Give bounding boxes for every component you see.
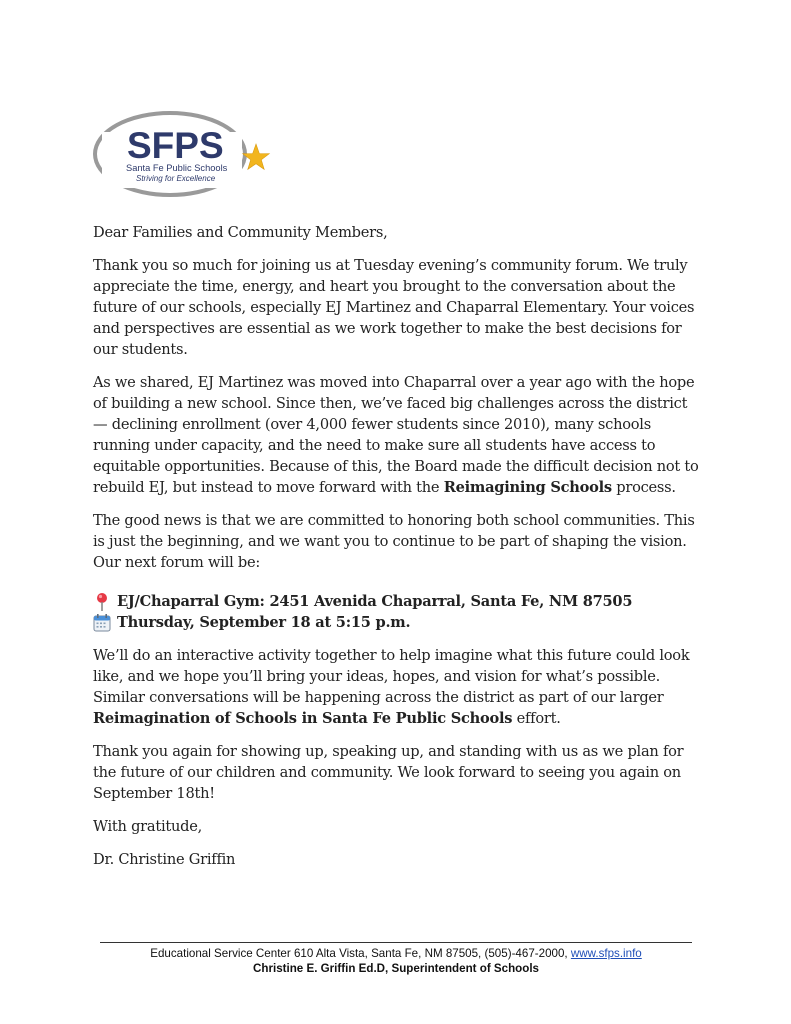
event-date-line <box>93 612 703 633</box>
footer-address: Educational Service Center 610 Alta Vista, Santa Fe, NM 87505, (505)-467-2000, <box>150 947 571 960</box>
website-link[interactable]: www.sfps.info <box>570 947 642 960</box>
logo-acronym: SFPS <box>127 125 224 166</box>
star-icon <box>243 144 270 169</box>
footer-superintendent: Christine E. Griffin Ed.D, Superintendent of Schools <box>253 962 539 975</box>
footer-divider <box>100 942 692 943</box>
paragraph-3: The good news is that we are committed to honoring both school communities. This is just the beginning, and we want you to continue to be part of shaping the vision. Our next forum will be: <box>93 512 695 571</box>
logo-name: Santa Fe Public Schools <box>126 163 228 173</box>
event-location-line <box>93 591 703 612</box>
closing: With gratitude, <box>93 818 202 835</box>
letter-body <box>93 222 703 882</box>
footer-address-line <box>100 946 692 961</box>
event-date: Thursday, September 18 at 5:15 p.m. <box>117 614 411 631</box>
logo-tagline: Striving for Excellence <box>136 174 216 183</box>
event-details <box>93 585 703 633</box>
sfps-logo-graphic <box>90 108 275 204</box>
pin-icon <box>93 592 111 612</box>
paragraph-5: Thank you again for showing up, speaking up, and standing with us as we plan for the future of our children and community. We look forward to seeing you again on September 18th! <box>93 743 684 802</box>
event-location: EJ/Chaparral Gym: 2451 Avenida Chaparral, Santa Fe, NM 87505 <box>117 593 633 610</box>
sfps-logo <box>90 108 275 204</box>
salutation: Dear Families and Community Members, <box>93 224 388 241</box>
paragraph-2: As we shared, EJ Martinez was moved into Chaparral over a year ago with the hope of building a new school. Since then, we’ve faced big challenges across the district — declining enrollment (over 4,000 fewer students since 2010), many schools running under capacity, and the need to make sure all students have access to equitable opportunities. Because of this, the Board made the difficult decision not to rebuild EJ, but instead to move forward with the Reimagining Schools process. <box>93 374 699 496</box>
signature: Dr. Christine Griffin <box>93 851 236 868</box>
paragraph-4: We’ll do an interactive activity together to help imagine what this future could look like, and we hope you’ll bring your ideas, hopes, and vision for what’s possible. Similar conversations will be happening across the district as part of our larger Reimagination of Schools in Santa Fe Public Schools effort. <box>93 647 690 727</box>
calendar-icon <box>93 613 111 633</box>
footer <box>100 946 692 976</box>
paragraph-1: Thank you so much for joining us at Tuesday evening’s community forum. We truly appreciate the time, energy, and heart you brought to the conversation about the future of our schools, especially EJ Martinez and Chaparral Elementary. Your voices and perspectives are essential as we work together to make the best decisions for our students. <box>93 257 695 358</box>
